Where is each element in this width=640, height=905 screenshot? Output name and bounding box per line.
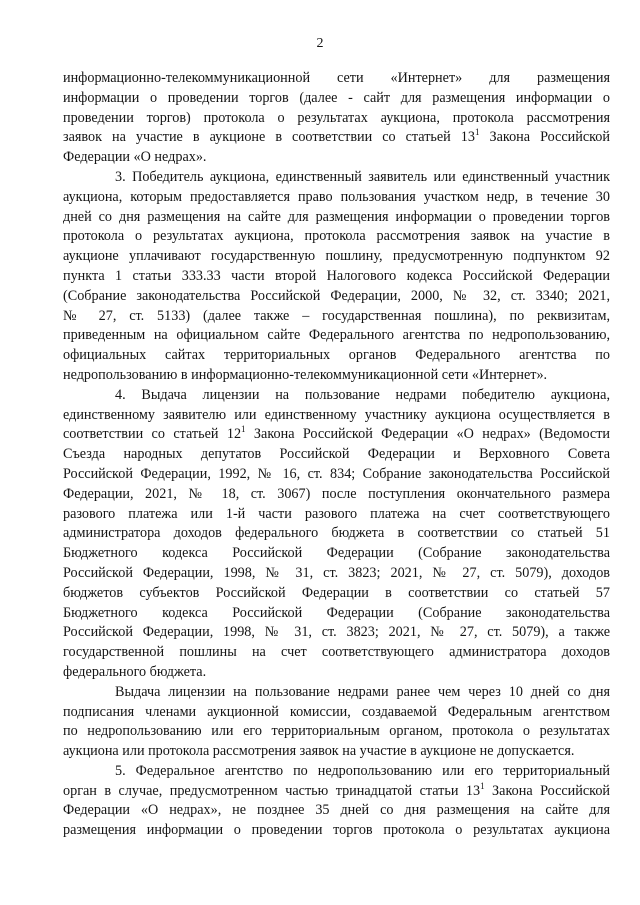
text-line: единственному заявителю или единственному участнику аукциона осуществляется в [63, 406, 610, 423]
text-line: информационно-телекоммуникационной сети «Интернет» для размещения [63, 70, 610, 86]
text-line: официальных сайтах территориальных органов Федерального агентства по [63, 347, 610, 364]
paragraph-first-line: Выдача лицензии на пользование недрами ранее чем через 10 дней со дня [115, 683, 610, 700]
text-segment: заявок на участие в аукционе в соответствии со статьей 13 [63, 129, 475, 146]
superscript: 1 [480, 781, 485, 791]
body-text [63, 69, 610, 841]
text-line [63, 425, 610, 445]
text-line: администратора доходов федерального бюджета в соответствии со статьей 51 [63, 525, 610, 542]
text-line: Федерации «О недрах», не позднее 35 дней со дня размещения на сайте для [63, 802, 610, 819]
text-line: приведенным на официальном сайте Федерального агентства по недропользованию, [63, 327, 610, 344]
text-line: проведении торгов) протокола о результатах аукциона, протокола рассмотрения [63, 109, 610, 126]
text-segment: соответствии со статьей 12 [63, 426, 242, 443]
text-line: пункта 1 статьи 333.33 части второй Налогового кодекса Российской Федерации [63, 267, 610, 284]
text-line [63, 128, 610, 148]
text-segment: Закона Российской [484, 782, 610, 799]
text-line: разового платежа или 1-й части разового платежа на счет соответствующего [63, 505, 610, 522]
text-line: Российской Федерации, 1998, № 31, ст. 3823; 2021, № 27, ст. 5079), а также [63, 624, 610, 641]
text-line: Федерации «О недрах». [63, 149, 207, 166]
text-line: Бюджетного кодекса Российской Федерации (Собрание законодательства [63, 545, 610, 562]
paragraph-first-line: 5. Федеральное агентство по недропользованию или его территориальный [115, 762, 610, 779]
text-line: Съезда народных депутатов Российской Федерации и Верховного Совета [63, 446, 610, 463]
text-line: размещения информации о проведении торгов протокола о результатах аукциона [63, 822, 610, 839]
text-line: бюджетов субъектов Российской Федерации в соответствии со статьей 57 [63, 584, 610, 601]
text-line: подписания членами аукционной комиссии, создаваемой Федеральным агентством [63, 703, 610, 720]
page-number: 2 [316, 36, 324, 51]
text-line: протокола о результатах аукциона, протокола рассмотрения заявок на участие в [63, 228, 610, 245]
superscript: 1 [474, 128, 480, 138]
text-line: аукционе уплачивают государственную пошлину, предусмотренную подпунктом 92 [63, 248, 610, 265]
text-line: Российской Федерации, 1998, № 31, ст. 3823; 2021, № 27, ст. 5079), доходов [63, 564, 610, 581]
text-line: по недропользованию или его территориальным органом, протокола о результатах [63, 723, 610, 740]
text-line: Российской Федерации, 1992, № 16, ст. 834; Собрание законодательства Российской [63, 465, 610, 482]
text-line: информации о проведении торгов (далее - сайт для размещения информации о [63, 89, 610, 106]
superscript: 1 [241, 425, 246, 435]
paragraph-first-line: 4. Выдача лицензии на пользование недрами победителю аукциона, [115, 386, 610, 403]
text-line: Бюджетного кодекса Российской Федерации (Собрание законодательства [63, 604, 610, 621]
text-line: Федерации, 2021, № 18, ст. 3067) после поступления окончательного размера [63, 485, 610, 502]
text-segment: орган в случае, предусмотренном частью тринадцатой статьи 13 [63, 782, 481, 799]
text-line: федерального бюджета. [63, 663, 207, 680]
text-line: (Собрание законодательства Российской Федерации, 2000, № 32, ст. 3340; 2021, [63, 287, 610, 304]
text-segment: Закона Российской [479, 129, 610, 146]
text-line: аукциона или протокола рассмотрения заявок на участие в аукционе не допускается. [63, 743, 575, 760]
text-line: дней со дня размещения на сайте для размещения информации о проведении торгов [63, 208, 610, 225]
paragraph-first-line: 3. Победитель аукциона, единственный заявитель или единственный участник [115, 168, 610, 185]
text-line: аукциона, которым предоставляется право пользования участком недр, в течение 30 [63, 188, 610, 205]
text-line: недропользованию в информационно-телекоммуникационной сети «Интернет». [63, 366, 548, 383]
text-line: № 27, ст. 5133) (далее также – государственная пошлина), по реквизитам, [63, 307, 610, 324]
text-line: государственной пошлины на счет соответствующего администратора доходов [63, 644, 610, 661]
text-line [63, 782, 610, 802]
text-segment: Закона Российской Федерации «О недрах» (Ведомости [245, 426, 610, 443]
